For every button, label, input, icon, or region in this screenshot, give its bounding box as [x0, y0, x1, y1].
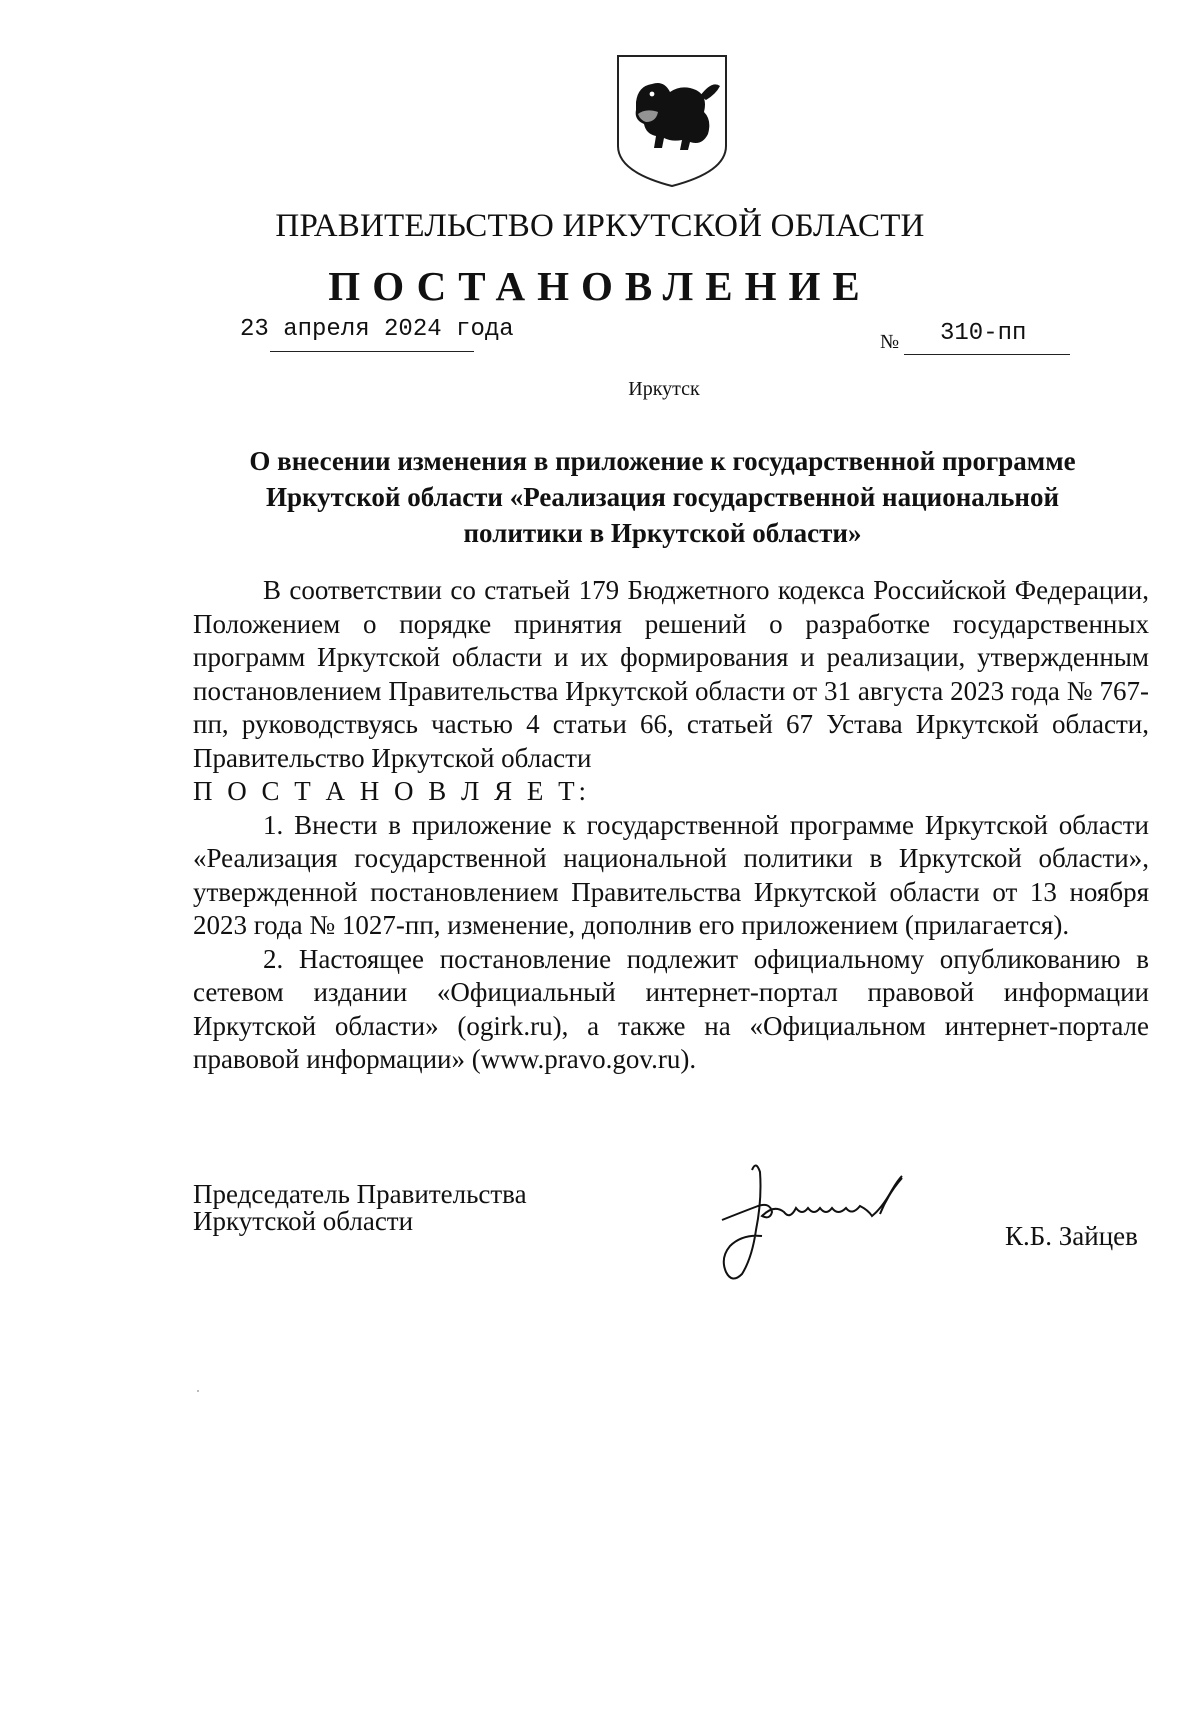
decree-body	[193, 574, 1149, 1077]
decree-date: 23 апреля 2024 года	[240, 316, 514, 343]
signer-title-line-2: Иркутской области	[193, 1206, 414, 1236]
heading-line-1: О внесении изменения в приложение к государственной программе	[249, 446, 1076, 476]
decree-type-title: ПОСТАНОВЛЕНИЕ	[328, 263, 872, 309]
number-sign: №	[880, 331, 900, 353]
city-name: Иркутск	[628, 378, 700, 400]
signer-title-line-1: Председатель Правительства	[193, 1179, 527, 1209]
decree-number: 310-пп	[940, 320, 1027, 347]
heading-line-3: политики в Иркутской области»	[463, 518, 862, 548]
date-underline	[270, 351, 474, 352]
signer-name: К.Б. Зайцев	[1005, 1221, 1138, 1251]
item-1-paragraph: 1. Внести в приложение к государственной программе Иркутской области «Реализация государственной национальной политики в Иркутской области», утвержденной постановлением Правительства Иркутской области от 13 ноября 2023 года № 1027-пп, изменение, дополнив его приложением (прилагается).	[193, 809, 1149, 940]
decree-word: П О С Т А Н О В Л Я Е Т:	[193, 776, 591, 806]
scan-artifact	[197, 1390, 199, 1392]
item-2-paragraph: 2. Настоящее постановление подлежит официальному опубликованию в сетевом издании «Официальный интернет-портал правовой информации Иркутской области» (ogirk.ru), а также на «Официальном интернет-портале правовой информации» (www.pravo.gov.ru).	[193, 943, 1149, 1074]
coat-of-arms-icon	[612, 50, 732, 190]
number-underline	[904, 354, 1070, 355]
signature-icon	[712, 1150, 952, 1290]
heading-line-2: Иркутской области «Реализация государственной национальной	[265, 482, 1060, 512]
government-title: ПРАВИТЕЛЬСТВО ИРКУТСКОЙ ОБЛАСТИ	[275, 208, 925, 244]
decree-heading	[200, 443, 1125, 551]
intro-paragraph: В соответствии со статьей 179 Бюджетного кодекса Российской Федерации, Положением о порядке принятия решений о разработке государственных программ Иркутской области и их формирования и реализации, утвержденным постановлением Правительства Иркутской области от 31 августа 2023 года № 767-пп, руководствуясь частью 4 статьи 66, статьей 67 Устава Иркутской области, Правительство Иркутской области	[193, 575, 1149, 773]
signer-title	[193, 1181, 527, 1235]
